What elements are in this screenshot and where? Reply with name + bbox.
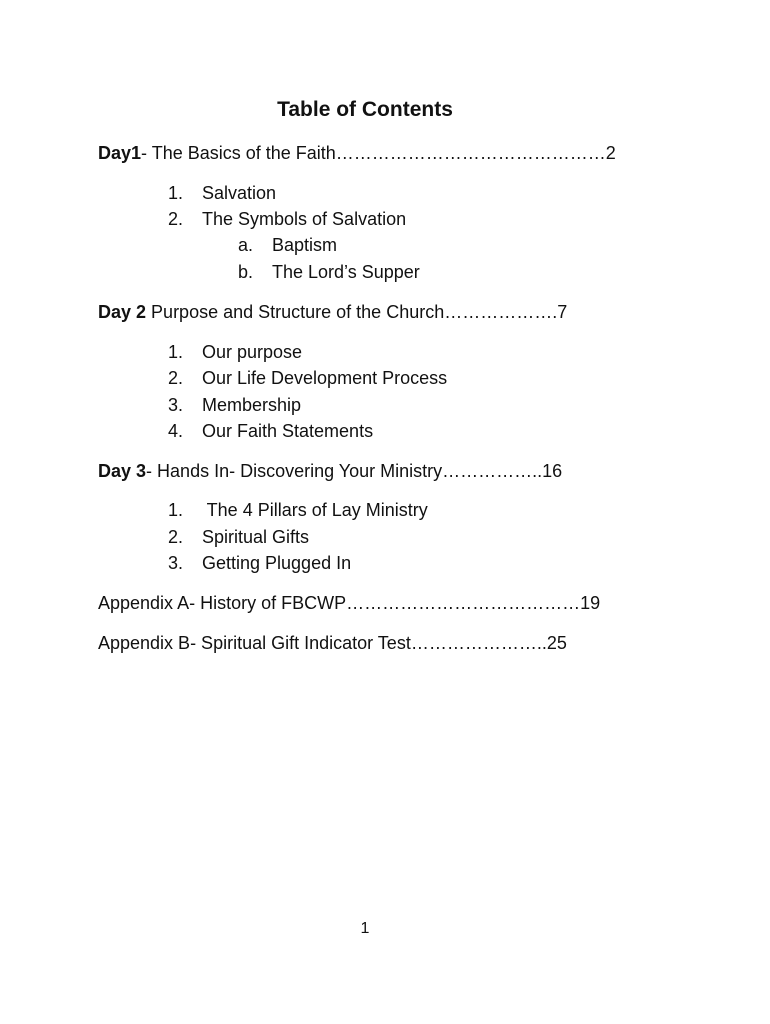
toc-entry-label: Day 2	[98, 302, 147, 322]
list-item: 1. The 4 Pillars of Lay Ministry	[168, 500, 428, 520]
list-item: 4. Our Faith Statements	[168, 421, 374, 441]
sub-list-item: a. Baptism	[238, 235, 338, 255]
toc-entry-label: Day1	[98, 143, 142, 163]
toc-entry-text: Purpose and Structure of the Church……………….7	[146, 302, 568, 322]
list-item: 1. Salvation	[168, 183, 277, 203]
toc-entry-day-3[interactable]	[98, 461, 562, 482]
toc-entry-day-1[interactable]	[98, 143, 616, 164]
toc-entry-appendix-a[interactable]: Appendix A- History of FBCWP…………………………………19	[98, 593, 601, 613]
list-item: 1. Our purpose	[168, 342, 303, 362]
toc-entry-text: - The Basics of the Faith………………………………………2	[141, 143, 616, 163]
toc-entry-appendix-b[interactable]: Appendix B- Spiritual Gift Indicator Test…………………..25	[98, 633, 567, 653]
list-item: 2. Our Life Development Process	[168, 368, 448, 388]
toc-entry-text: - Hands In- Discovering Your Ministry……………..16	[146, 461, 563, 481]
sub-list-item: b. The Lord’s Supper	[238, 262, 420, 282]
toc-entry-label: Day 3	[98, 461, 147, 481]
list-item: 2. Spiritual Gifts	[168, 527, 310, 547]
list-item: 3. Membership	[168, 395, 302, 415]
list-item: 3. Getting Plugged In	[168, 553, 352, 573]
page-number: 1	[360, 920, 370, 937]
toc-entry-day-2[interactable]	[98, 302, 567, 323]
page-title: Table of Contents	[277, 98, 453, 121]
list-item: 2. The Symbols of Salvation	[168, 209, 407, 229]
